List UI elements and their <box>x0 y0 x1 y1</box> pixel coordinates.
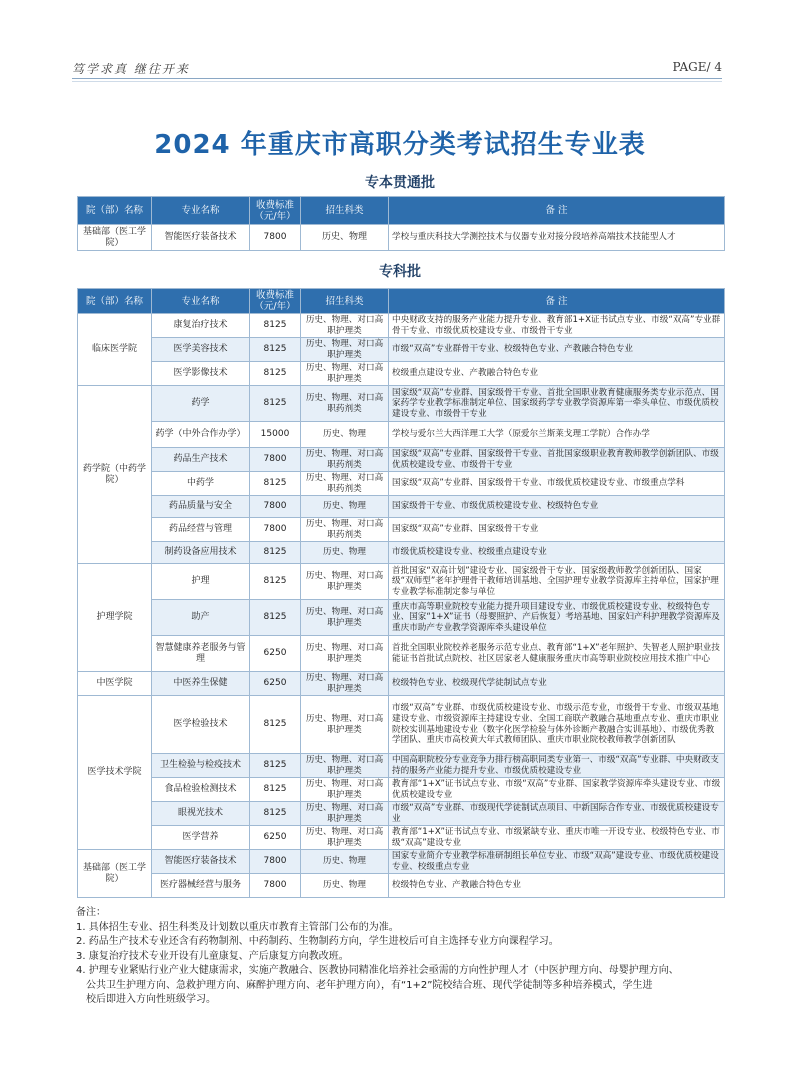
footnote-item: 3. 康复治疗技术专业开设有儿童康复、产后康复方向教改班。 <box>76 950 349 962</box>
major-cell: 智慧健康养老服务与管理 <box>152 636 250 672</box>
col-header-note: 备 注 <box>389 289 725 314</box>
major-cell: 制药设备应用技术 <box>152 542 250 564</box>
note-cell: 学校与重庆科技大学测控技术与仪器专业对接分段培养高端技术技能型人才 <box>389 225 725 251</box>
page-header <box>72 58 722 80</box>
dept-cell: 药学院（中药学院） <box>78 386 152 564</box>
table-row <box>78 696 725 754</box>
table-row <box>78 362 725 386</box>
col-header-fee: 收费标准（元/年） <box>250 289 301 314</box>
table-row <box>78 386 725 422</box>
table-row <box>78 338 725 362</box>
header-divider-light <box>72 81 722 82</box>
table-row <box>78 754 725 778</box>
table-row <box>78 518 725 542</box>
col-header-fee: 收费标准（元/年） <box>250 197 301 225</box>
motto: 笃学求真 继往开来 <box>72 62 190 76</box>
type-cell: 历史、物理、对口高职护理类 <box>301 696 389 754</box>
table-row <box>78 542 725 564</box>
major-cell: 医疗器械经营与服务 <box>152 874 250 898</box>
note-cell: 首批国家“双高计划”建设专业、国家级骨干专业、国家级教师教学创新团队、国家级“双师型”老年护理骨干教师培训基地、全国护理专业教学资源库主持单位，国家护理专业教学标准制定参与单位 <box>389 564 725 600</box>
col-header-dept: 院（部）名称 <box>78 289 152 314</box>
type-cell: 历史、物理、对口高职护理类 <box>301 600 389 636</box>
type-cell: 历史、物理、对口高职药剂类 <box>301 448 389 472</box>
note-cell: 市级“双高”专业群骨干专业、校级特色专业、产教融合特色专业 <box>389 338 725 362</box>
type-cell: 历史、物理、对口高职护理类 <box>301 826 389 850</box>
table-row <box>78 600 725 636</box>
footnote-item: 校后即进入方向性班级学习。 <box>86 994 216 1005</box>
note-cell: 重庆市高等职业院校专业能力提升项目建设专业、市级优质校建设专业、校级特色专业、国家“1+X”证书（母婴照护、产后恢复）考培基地、国家妇产科护理教学资源库及重庆市助产专业教学资源库牵头建设单位 <box>389 600 725 636</box>
footnote-item: 1. 具体招生专业、招生科类及计划数以重庆市教育主管部门公布的为准。 <box>76 921 399 933</box>
fee-cell: 8125 <box>250 472 301 496</box>
table-row <box>78 874 725 898</box>
fee-cell: 8125 <box>250 600 301 636</box>
major-cell: 药品生产技术 <box>152 448 250 472</box>
major-cell: 药品经营与管理 <box>152 518 250 542</box>
note-cell: 学校与爱尔兰大西洋理工大学（原爱尔兰斯莱戈理工学院）合作办学 <box>389 422 725 448</box>
type-cell: 历史、物理 <box>301 225 389 251</box>
type-cell: 历史、物理、对口高职护理类 <box>301 802 389 826</box>
table-row <box>78 422 725 448</box>
section-title-zhuanben: 专本贯通批 <box>365 175 435 191</box>
type-cell: 历史、物理、对口高职护理类 <box>301 314 389 338</box>
table-row <box>78 636 725 672</box>
note-cell: 中央财政支持的服务产业能力提升专业、教育部1+X证书试点专业、市级“双高”专业群骨干专业、市级优质校建设专业、市级骨干专业 <box>389 314 725 338</box>
type-cell: 历史、物理、对口高职护理类 <box>301 754 389 778</box>
fee-cell: 8125 <box>250 564 301 600</box>
type-cell: 历史、物理、对口高职药剂类 <box>301 386 389 422</box>
fee-cell: 7800 <box>250 518 301 542</box>
footnote-item: 2. 药品生产技术专业还含有药物制剂、中药制药、生物制药方向，学生进校后可自主选择专业方向课程学习。 <box>76 936 559 947</box>
note-cell: 教育部“1+X”证书试点专业、市级紧缺专业、重庆市唯一开设专业、校级特色专业、市级“双高”建设专业 <box>389 826 725 850</box>
note-cell: 市级“双高”专业群、市级现代学徒制试点项目、中新国际合作专业、市级优质校建设专业 <box>389 802 725 826</box>
footnote-item: 4. 护理专业紧贴行业产业大健康需求，实施产教融合、医教协同精准化培养社会亟需的方向性护理人才（中医护理方向、母婴护理方向、 <box>76 965 679 976</box>
zhuanke-table <box>77 288 725 898</box>
note-cell: 国家级“双高”专业群、国家级骨干专业、首批全国职业教育健康服务类专业示范点、国家药学专业教学标准制定单位、国家级药学专业教学资源库第一牵头单位、市级优质校建设专业、市级骨干专业 <box>389 386 725 422</box>
note-cell: 市级“双高”专业群、市级优质校建设专业、市级示范专业，市级骨干专业、市级双基地建设专业、市级资源库主持建设专业、全国工商联产教融合基地重点专业、重庆市职业院校实训基地建设专业（数字化医学检验与体外诊断产教融合实训基地）、市级优秀教学团队、重庆市高校黄大年式教师团队、重庆市职业院校教师教学创新团队 <box>389 696 725 754</box>
table-row <box>78 448 725 472</box>
fee-cell: 8125 <box>250 754 301 778</box>
dept-cell: 临床医学院 <box>78 314 152 386</box>
note-cell: 国家专业简介专业教学标准研制组长单位专业、市级“双高”建设专业、市级优质校建设专业、校级重点专业 <box>389 850 725 874</box>
type-cell: 历史、物理、对口高职药剂类 <box>301 472 389 496</box>
fee-cell: 8125 <box>250 314 301 338</box>
major-cell: 医学美容技术 <box>152 338 250 362</box>
dept-cell: 护理学院 <box>78 564 152 672</box>
major-cell: 助产 <box>152 600 250 636</box>
type-cell: 历史、物理、对口高职护理类 <box>301 672 389 696</box>
table-row <box>78 496 725 518</box>
note-cell: 校级特色专业、校级现代学徒制试点专业 <box>389 672 725 696</box>
type-cell: 历史、物理 <box>301 496 389 518</box>
note-cell: 中国高职院校分专业竞争力排行榜高职同类专业第一、市级“双高”专业群、中央财政支持的服务产业能力提升专业、市级优质校建设专业 <box>389 754 725 778</box>
fee-cell: 6250 <box>250 672 301 696</box>
zhuanben-table <box>77 196 725 251</box>
major-cell: 食品检验检测技术 <box>152 778 250 802</box>
type-cell: 历史、物理、对口高职护理类 <box>301 338 389 362</box>
major-cell: 眼视光技术 <box>152 802 250 826</box>
fee-cell: 8125 <box>250 696 301 754</box>
type-cell: 历史、物理、对口高职护理类 <box>301 362 389 386</box>
fee-cell: 8125 <box>250 802 301 826</box>
major-cell: 智能医疗装备技术 <box>152 225 250 251</box>
major-cell: 医学营养 <box>152 826 250 850</box>
note-cell: 校级特色专业、产教融合特色专业 <box>389 874 725 898</box>
major-cell: 智能医疗装备技术 <box>152 850 250 874</box>
note-cell: 国家级骨干专业、市级优质校建设专业、校级特色专业 <box>389 496 725 518</box>
section-title-zhuanke: 专科批 <box>379 264 421 280</box>
type-cell: 历史、物理 <box>301 422 389 448</box>
footnotes <box>76 906 736 1008</box>
type-cell: 历史、物理、对口高职护理类 <box>301 564 389 600</box>
fee-cell: 7800 <box>250 225 301 251</box>
major-cell: 药品质量与安全 <box>152 496 250 518</box>
type-cell: 历史、物理、对口高职护理类 <box>301 636 389 672</box>
col-header-type: 招生科类 <box>301 197 389 225</box>
table-row <box>78 472 725 496</box>
major-cell: 医学影像技术 <box>152 362 250 386</box>
col-header-note: 备 注 <box>389 197 725 225</box>
fee-cell: 8125 <box>250 778 301 802</box>
type-cell: 历史、物理、对口高职护理类 <box>301 778 389 802</box>
fee-cell: 6250 <box>250 636 301 672</box>
table-row <box>78 314 725 338</box>
note-cell: 首批全国职业院校养老服务示范专业点、教育部“1+X”老年照护、失智老人照护职业技能证书首批试点院校、社区居家老人健康服务重庆市高等职业院校应用技术推广中心 <box>389 636 725 672</box>
fee-cell: 7800 <box>250 874 301 898</box>
page-number: PAGE/ 4 <box>672 60 722 74</box>
dept-cell: 基础部（医工学院） <box>78 850 152 898</box>
table-row <box>78 672 725 696</box>
col-header-major: 专业名称 <box>152 289 250 314</box>
table-row <box>78 826 725 850</box>
fee-cell: 8125 <box>250 338 301 362</box>
dept-cell: 医学技术学院 <box>78 696 152 850</box>
major-cell: 卫生检验与检疫技术 <box>152 754 250 778</box>
footnote-item: 公共卫生护理方向、急救护理方向、麻醉护理方向、老年护理方向），有“1+2”院校结合班、现代学徒制等多种培养模式，学生进 <box>86 979 653 991</box>
fee-cell: 6250 <box>250 826 301 850</box>
fee-cell: 15000 <box>250 422 301 448</box>
col-header-type: 招生科类 <box>301 289 389 314</box>
note-cell: 市级优质校建设专业、校级重点建设专业 <box>389 542 725 564</box>
page-title: 2024 年重庆市高职分类考试招生专业表 <box>154 130 646 160</box>
dept-cell: 基础部（医工学院） <box>78 225 152 251</box>
major-cell: 护理 <box>152 564 250 600</box>
table-row <box>78 778 725 802</box>
table-row <box>78 802 725 826</box>
fee-cell: 7800 <box>250 850 301 874</box>
fee-cell: 7800 <box>250 496 301 518</box>
note-cell: 国家级“双高”专业群、国家级骨干专业、市级优质校建设专业、市级重点学科 <box>389 472 725 496</box>
fee-cell: 8125 <box>250 542 301 564</box>
note-cell: 教育部“1+X”证书试点专业、市级“双高”专业群、国家教学资源库牵头建设专业、市级优质校建设专业 <box>389 778 725 802</box>
header-divider <box>72 78 722 79</box>
major-cell: 药学 <box>152 386 250 422</box>
note-cell: 国家级“双高”专业群、国家级骨干专业、首批国家级职业教育教师教学创新团队、市级优质校建设专业、市级骨干专业 <box>389 448 725 472</box>
col-header-major: 专业名称 <box>152 197 250 225</box>
type-cell: 历史、物理 <box>301 874 389 898</box>
type-cell: 历史、物理、对口高职药剂类 <box>301 518 389 542</box>
dept-cell: 中医学院 <box>78 672 152 696</box>
table-row <box>78 850 725 874</box>
fee-cell: 8125 <box>250 386 301 422</box>
major-cell: 中医养生保健 <box>152 672 250 696</box>
footnote-heading: 备注： <box>76 907 106 918</box>
major-cell: 康复治疗技术 <box>152 314 250 338</box>
table-row <box>78 225 725 251</box>
major-cell: 药学（中外合作办学） <box>152 422 250 448</box>
fee-cell: 8125 <box>250 362 301 386</box>
table-row <box>78 564 725 600</box>
type-cell: 历史、物理 <box>301 542 389 564</box>
major-cell: 医学检验技术 <box>152 696 250 754</box>
note-cell: 校级重点建设专业、产教融合特色专业 <box>389 362 725 386</box>
fee-cell: 7800 <box>250 448 301 472</box>
major-cell: 中药学 <box>152 472 250 496</box>
type-cell: 历史、物理 <box>301 850 389 874</box>
note-cell: 国家级“双高”专业群、国家级骨干专业 <box>389 518 725 542</box>
col-header-dept: 院（部）名称 <box>78 197 152 225</box>
